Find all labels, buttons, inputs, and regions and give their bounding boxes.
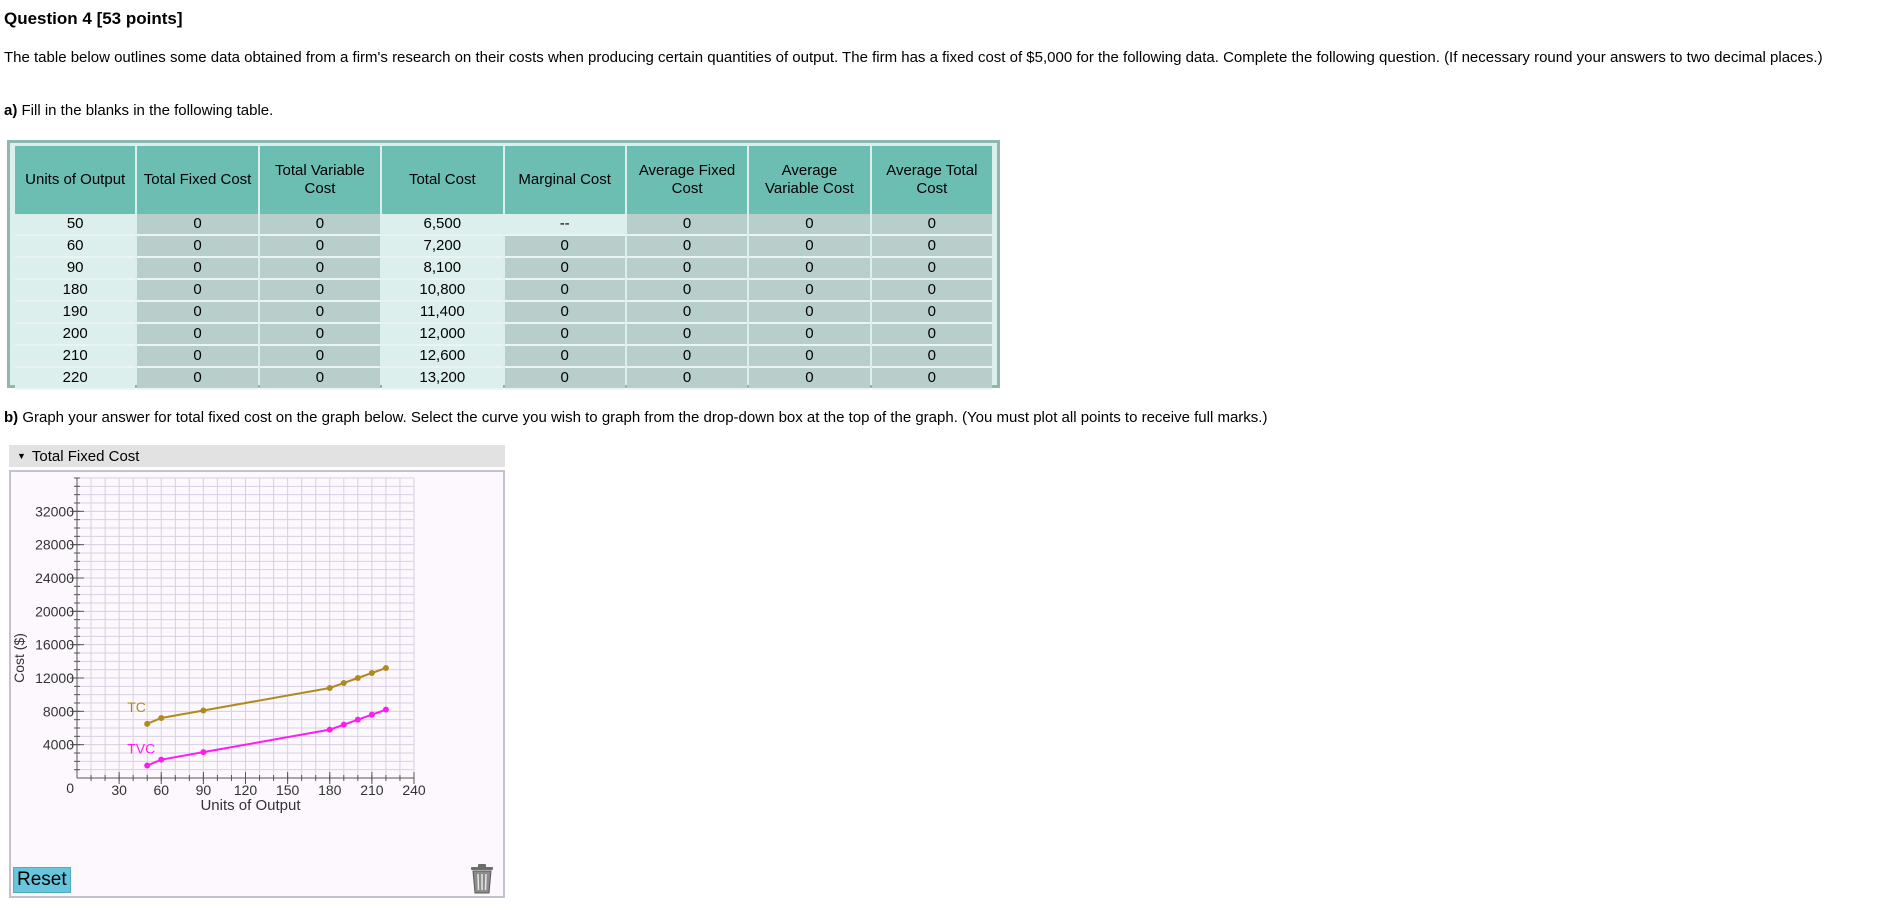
table-body	[15, 214, 992, 390]
data-point-tvc	[341, 722, 347, 728]
cell-atc[interactable]: 0	[872, 258, 992, 280]
x-axis-label: Units of Output	[200, 797, 301, 814]
cell-units: 180	[15, 280, 135, 302]
cell-atc[interactable]: 0	[872, 324, 992, 346]
data-point-tvc	[383, 707, 389, 713]
header-units-of-output: Units of Output	[15, 146, 135, 214]
cell-mc[interactable]: 0	[505, 280, 625, 302]
data-point-tvc	[200, 749, 206, 755]
cell-afc[interactable]: 0	[627, 324, 747, 346]
cell-afc[interactable]: 0	[627, 346, 747, 368]
data-point-tc	[355, 675, 361, 681]
header-total-variable-cost: Total Variable Cost	[260, 146, 380, 214]
data-point-tvc	[158, 757, 164, 763]
cell-tfc[interactable]: 0	[137, 280, 257, 302]
cell-tc: 13,200	[382, 368, 502, 390]
cell-tvc[interactable]: 0	[260, 214, 380, 236]
cell-atc[interactable]: 0	[872, 236, 992, 258]
cell-tc: 8,100	[382, 258, 502, 280]
cell-tc: 7,200	[382, 236, 502, 258]
question-intro: The table below outlines some data obtained from a firm's research on their costs when producing certain quantities of output. The firm has a fixed cost of $5,000 for the following data. Complete the following question. (If necessary round your answers to two decimal places.)	[4, 49, 1823, 66]
reset-button[interactable]: Reset	[13, 867, 71, 893]
cell-mc[interactable]: 0	[505, 324, 625, 346]
y-tick-label: 32000	[35, 503, 74, 520]
cell-afc[interactable]: 0	[627, 214, 747, 236]
cell-tc: 12,600	[382, 346, 502, 368]
data-point-tc	[383, 665, 389, 671]
cell-afc[interactable]: 0	[627, 258, 747, 280]
cell-atc[interactable]: 0	[872, 280, 992, 302]
cell-mc[interactable]: 0	[505, 346, 625, 368]
cell-tvc[interactable]: 0	[260, 346, 380, 368]
cell-atc[interactable]: 0	[872, 302, 992, 324]
cell-tc: 11,400	[382, 302, 502, 324]
cell-mc[interactable]: 0	[505, 236, 625, 258]
data-point-tvc	[369, 712, 375, 718]
cell-avc[interactable]: 0	[749, 236, 869, 258]
cell-tfc[interactable]: 0	[137, 258, 257, 280]
cell-tfc[interactable]: 0	[137, 324, 257, 346]
question-title: Question 4 [53 points]	[4, 9, 183, 28]
header-marginal-cost: Marginal Cost	[505, 146, 625, 214]
table-row	[15, 302, 992, 324]
x-tick-label: 90	[195, 782, 212, 798]
dropdown-arrow-icon: ▼	[17, 451, 26, 461]
graph-panel[interactable]	[9, 470, 505, 898]
cell-afc[interactable]: 0	[627, 236, 747, 258]
cell-tc: 10,800	[382, 280, 502, 302]
data-point-tc	[327, 685, 333, 691]
cell-tfc[interactable]: 0	[137, 236, 257, 258]
data-point-tc	[341, 680, 347, 686]
origin-label: 0	[66, 780, 74, 796]
x-tick-label: 240	[402, 782, 426, 798]
table-row	[15, 324, 992, 346]
cell-tfc[interactable]: 0	[137, 346, 257, 368]
cell-avc[interactable]: 0	[749, 368, 869, 390]
cell-units: 190	[15, 302, 135, 324]
cell-afc[interactable]: 0	[627, 280, 747, 302]
cell-tvc[interactable]: 0	[260, 324, 380, 346]
table-row	[15, 368, 992, 390]
table-row	[15, 280, 992, 302]
part-b-text: Graph your answer for total fixed cost on the graph below. Select the curve you wish to graph from the drop-down box at the top of the graph. (You must plot all points to receive full marks.)	[18, 409, 1268, 426]
x-tick-label: 180	[318, 782, 342, 798]
cell-afc[interactable]: 0	[627, 302, 747, 324]
data-point-tvc	[355, 717, 361, 723]
cell-tvc[interactable]: 0	[260, 280, 380, 302]
part-b-instruction	[4, 409, 1267, 426]
cell-tc: 12,000	[382, 324, 502, 346]
cell-tvc[interactable]: 0	[260, 236, 380, 258]
data-point-tvc	[327, 727, 333, 733]
header-average-variable-cost: Average Variable Cost	[749, 146, 869, 214]
curve-select-dropdown[interactable]	[9, 445, 505, 467]
y-tick-label: 20000	[35, 603, 74, 620]
cell-mc: --	[505, 214, 625, 236]
data-point-tc	[200, 708, 206, 714]
cell-afc[interactable]: 0	[627, 368, 747, 390]
cell-mc[interactable]: 0	[505, 258, 625, 280]
y-tick-label: 28000	[35, 536, 74, 553]
header-total-cost: Total Cost	[382, 146, 502, 214]
cell-atc[interactable]: 0	[872, 214, 992, 236]
grid-lines	[77, 478, 414, 778]
cell-mc[interactable]: 0	[505, 368, 625, 390]
y-tick-label: 8000	[42, 703, 74, 720]
y-tick-label: 4000	[42, 736, 74, 753]
data-point-tvc	[144, 763, 150, 769]
cell-units: 50	[15, 214, 135, 236]
series-line-tvc	[147, 710, 386, 766]
cell-units: 200	[15, 324, 135, 346]
part-a-instruction	[4, 102, 273, 119]
cell-atc[interactable]: 0	[872, 346, 992, 368]
x-tick-label: 210	[360, 782, 384, 798]
cell-avc[interactable]: 0	[749, 346, 869, 368]
cell-units: 60	[15, 236, 135, 258]
cell-avc[interactable]: 0	[749, 324, 869, 346]
cost-chart[interactable]	[11, 472, 503, 896]
header-average-total-cost: Average Total Cost	[872, 146, 992, 214]
table-row	[15, 214, 992, 236]
x-tick-label: 150	[275, 782, 300, 798]
x-tick-label: 120	[233, 782, 258, 798]
y-tick-label: 24000	[35, 570, 74, 586]
dropdown-selected-value: Total Fixed Cost	[31, 448, 140, 465]
data-point-tc	[158, 715, 164, 721]
cost-table	[7, 140, 1000, 388]
cell-units: 210	[15, 346, 135, 368]
cell-tvc[interactable]: 0	[260, 368, 380, 390]
table-row	[15, 258, 992, 280]
cell-atc[interactable]: 0	[872, 368, 992, 390]
part-b-label: b)	[4, 409, 19, 426]
header-average-fixed-cost: Average Fixed Cost	[627, 146, 747, 214]
y-tick-label: 12000	[35, 670, 74, 686]
x-tick-label: 30	[111, 782, 127, 798]
y-tick-label: 16000	[35, 636, 74, 653]
y-axis-label: Cost ($)	[11, 633, 27, 683]
part-a-label: a)	[4, 102, 18, 119]
table-header-row	[15, 146, 992, 214]
cell-mc[interactable]: 0	[505, 302, 625, 324]
cell-avc[interactable]: 0	[749, 258, 869, 280]
cell-units: 220	[15, 368, 135, 390]
series-label-tc: TC	[127, 698, 146, 715]
series-line-tc	[147, 668, 386, 724]
data-point-tc	[144, 721, 150, 727]
cell-tvc[interactable]: 0	[260, 302, 380, 324]
table-row	[15, 236, 992, 258]
cell-units: 90	[15, 258, 135, 280]
cell-avc[interactable]: 0	[749, 214, 869, 236]
cell-tc: 6,500	[382, 214, 502, 236]
trash-icon[interactable]	[469, 864, 495, 894]
series-label-tvc: TVC	[127, 740, 156, 757]
table-row	[15, 346, 992, 368]
part-a-text: Fill in the blanks in the following table.	[17, 102, 274, 119]
cell-avc[interactable]: 0	[749, 280, 869, 302]
cell-avc[interactable]: 0	[749, 302, 869, 324]
cell-tfc[interactable]: 0	[137, 214, 257, 236]
cell-tfc[interactable]: 0	[137, 302, 257, 324]
x-tick-label: 60	[153, 782, 170, 798]
data-point-tc	[369, 670, 375, 676]
cell-tvc[interactable]: 0	[260, 258, 380, 280]
cell-tfc[interactable]: 0	[137, 368, 257, 390]
header-total-fixed-cost: Total Fixed Cost	[137, 146, 257, 214]
